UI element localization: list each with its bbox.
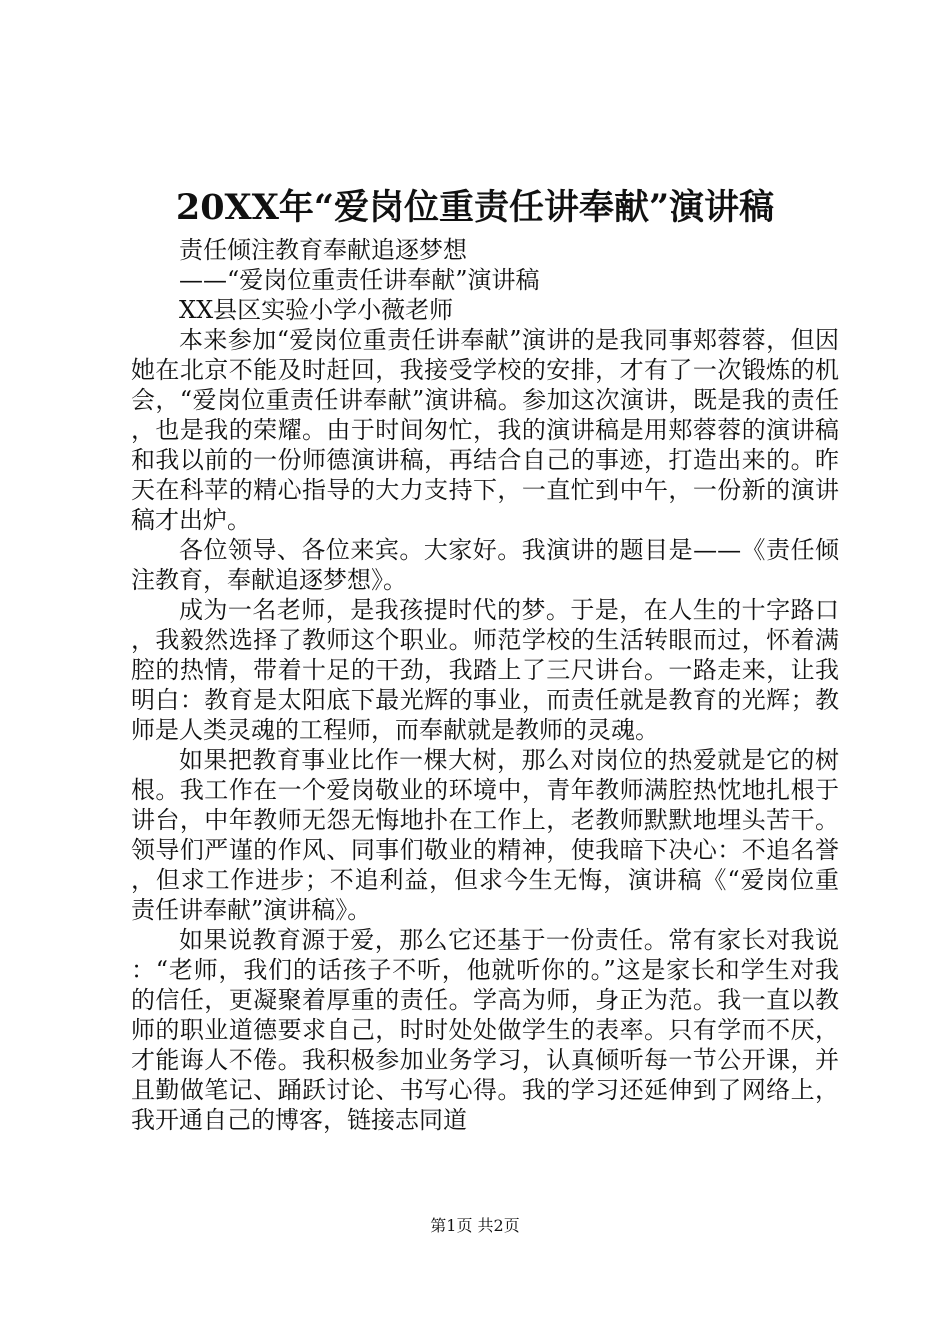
body-paragraph: 各位领导、各位来宾。大家好。我演讲的题目是——《责任倾注教育，奉献追逐梦想》。	[131, 536, 839, 594]
author-line: XX县区实验小学小薇老师	[179, 296, 454, 324]
subtitle-line: 责任倾注教育奉献追逐梦想	[179, 236, 467, 264]
page-number-footer: 第1页 共2页	[430, 1216, 520, 1235]
document-title: 20XX年“爱岗位重责任讲奉献”演讲稿	[175, 187, 775, 228]
body-paragraph: 如果说教育源于爱，那么它还基于一份责任。常有家长对我说：“老师，我们的话孩子不听，他就听你的。”这是家长和学生对我的信任，更凝聚着厚重的责任。学高为师，身正为范。我一直以教师的职业道德要求自己，时时处处做学生的表率。只有学而不厌，才能诲人不倦。我积极参加业务学习，认真倾听每一节公开课，并且勤做笔记、踊跃讨论、书写心得。我的学习还延伸到了网络上，我开通自己的博客，链接志同道	[131, 926, 839, 1134]
subtitle-line: ——“爱岗位重责任讲奉献”演讲稿	[179, 266, 540, 294]
body-paragraph: 本来参加“爱岗位重责任讲奉献”演讲的是我同事郏蓉蓉，但因她在北京不能及时赶回，我接受学校的安排，才有了一次锻炼的机会，“爱岗位重责任讲奉献”演讲稿。参加这次演讲，既是我的责任，也是我的荣耀。由于时间匆忙，我的演讲稿是用郏蓉蓉的演讲稿和我以前的一份师德演讲稿，再结合自己的事迹，打造出来的。昨天在科苹的精心指导的大力支持下，一直忙到中午，一份新的演讲稿才出炉。	[131, 326, 839, 534]
document-body	[131, 235, 839, 1135]
body-paragraph: 如果把教育事业比作一棵大树，那么对岗位的热爱就是它的树根。我工作在一个爱岗敬业的环境中，青年教师满腔热忱地扎根于讲台，中年教师无怨无悔地扑在工作上，老教师默默地埋头苦干。领导们严谨的作风、同事们敬业的精神，使我暗下决心：不追名誉，但求工作进步；不追利益，但求今生无悔，演讲稿《“爱岗位重责任讲奉献”演讲稿》。	[131, 746, 839, 924]
body-paragraph: 成为一名老师，是我孩提时代的梦。于是，在人生的十字路口，我毅然选择了教师这个职业。师范学校的生活转眼而过，怀着满腔的热情，带着十足的干劲，我踏上了三尺讲台。一路走来，让我明白：教育是太阳底下最光辉的事业，而责任就是教育的光辉；教师是人类灵魂的工程师，而奉献就是教师的灵魂。	[131, 596, 839, 744]
